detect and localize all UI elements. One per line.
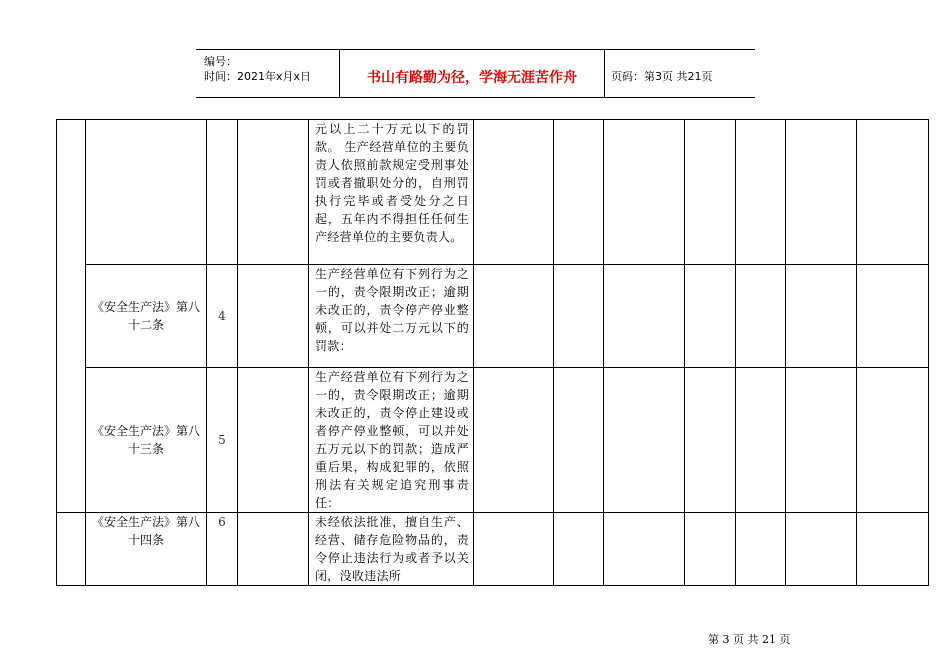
header-page-label: 页码：第3页 共21页	[611, 70, 713, 83]
document-time-label: 时间：2021年x月x日	[204, 70, 312, 83]
table-cell	[604, 265, 685, 368]
table-cell	[786, 265, 857, 368]
table-cell	[474, 120, 554, 265]
table-row	[57, 265, 929, 368]
table-cell	[238, 513, 309, 586]
table-cell	[736, 120, 786, 265]
penalty-cell: 生产经营单位有下列行为之一的，责令限期改正；逾期未改正的，责令停产停业整顿，可以并处二万元以下的罚款：	[309, 265, 474, 368]
table-cell	[857, 368, 929, 513]
table-cell	[554, 265, 604, 368]
table-cell	[604, 120, 685, 265]
table-cell	[685, 120, 736, 265]
table-cell	[57, 513, 86, 586]
table-cell	[857, 120, 929, 265]
table-cell	[474, 265, 554, 368]
table-row	[57, 368, 929, 513]
law-cell: 《安全生产法》第八十三条	[86, 368, 207, 513]
document-number-label: 编号：	[204, 55, 237, 68]
header-meta-cell	[196, 50, 340, 97]
table-cell	[736, 513, 786, 586]
number-cell: 6	[207, 513, 238, 586]
table-cell	[604, 368, 685, 513]
table-cell	[474, 513, 554, 586]
number-cell	[207, 120, 238, 265]
table-cell	[604, 513, 685, 586]
table-cell	[857, 265, 929, 368]
table-cell	[786, 368, 857, 513]
table-row	[57, 513, 929, 586]
table-cell	[474, 368, 554, 513]
law-cell: 《安全生产法》第八十二条	[86, 265, 207, 368]
table-cell	[685, 513, 736, 586]
table-cell	[238, 120, 309, 265]
law-cell: 《安全生产法》第八十四条	[86, 513, 207, 586]
page-header	[196, 49, 755, 98]
table-cell	[736, 368, 786, 513]
table-cell	[238, 368, 309, 513]
law-cell	[86, 120, 207, 265]
header-motto: 书山有路勤为径，学海无涯苦作舟	[367, 70, 577, 86]
table-cell	[685, 368, 736, 513]
table-cell	[554, 368, 604, 513]
table-cell	[238, 265, 309, 368]
header-motto-cell	[340, 50, 605, 97]
number-cell: 4	[207, 265, 238, 368]
table-cell	[736, 265, 786, 368]
page-footer: 第 3 页 共 21 页	[708, 633, 791, 646]
penalty-cell: 未经依法批准，擅自生产、经营、储存危险物品的，责令停止违法行为或者予以关闭，没收违法所	[309, 513, 474, 586]
table-cell	[554, 513, 604, 586]
table-cell	[57, 120, 86, 513]
penalty-cell: 生产经营单位有下列行为之一的，责令限期改正；逾期未改正的，责令停止建设或者停产停业整顿，可以并处五万元以下的罚款；造成严重后果，构成犯罪的，依照刑法有关规定追究刑事责任：	[309, 368, 474, 513]
table-row	[57, 120, 929, 265]
penalty-table	[56, 119, 929, 586]
table-cell	[786, 513, 857, 586]
header-page-cell	[605, 50, 755, 97]
penalty-cell: 元以上二十万元以下的罚款。 生产经营单位的主要负责人依照前款规定受刑事处罚或者撤职处分的，自刑罚执行完毕或者受处分之日起，五年内不得担任任何生产经营单位的主要负责人。	[309, 120, 474, 265]
table-cell	[857, 513, 929, 586]
table-cell	[786, 120, 857, 265]
table-cell	[554, 120, 604, 265]
number-cell: 5	[207, 368, 238, 513]
table-cell	[685, 265, 736, 368]
